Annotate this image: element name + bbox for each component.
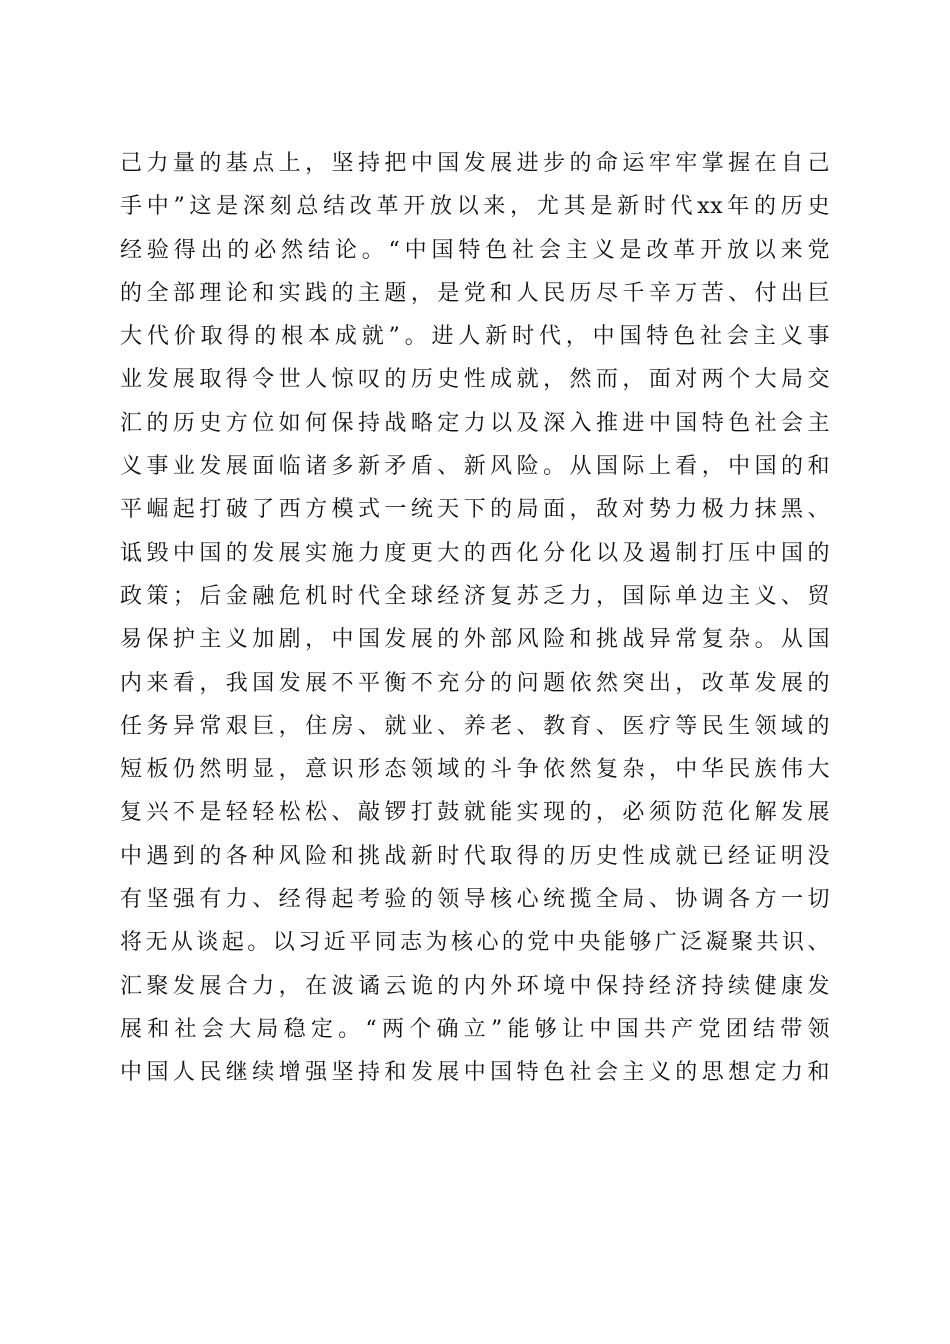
text-line: 大代价取得的根本成就”。进人新时代，中国特色社会主义事 (120, 324, 830, 350)
text-line: 任务异常艰巨，住房、就业、养老、教育、医疗等民生领域的 (120, 713, 830, 739)
text-line: 经验得出的必然结论。“中国特色社会主义是改革开放以来党 (120, 237, 830, 263)
text-line: 汇的历史方位如何保持战略定力以及深入推进中国特色社会主 (120, 410, 830, 436)
text-line: 展和社会大局稳定。“两个确立”能够让中国共产党团结带领 (120, 1016, 830, 1042)
text-line: 将无从谈起。以习近平同志为核心的党中央能够广泛凝聚共识、 (120, 930, 830, 956)
text-line: 手中”这是深刻总结改革开放以来，尤其是新时代xx年的历史 (120, 194, 830, 220)
text-line: 汇聚发展合力，在波谲云诡的内外环境中保持经济持续健康发 (120, 973, 830, 999)
text-line: 平崛起打破了西方模式一统天下的局面，敌对势力极力抹黑、 (120, 497, 830, 523)
text-line: 诋毁中国的发展实施力度更大的西化分化以及遏制打压中国的 (120, 540, 830, 566)
text-line: 内来看，我国发展不平衡不充分的问题依然突出，改革发展的 (120, 670, 830, 696)
text-line: 业发展取得令世人惊叹的历史性成就，然而，面对两个大局交 (120, 367, 830, 393)
text-line: 义事业发展面临诸多新矛盾、新风险。从国际上看，中国的和 (120, 454, 830, 480)
text-line: 易保护主义加剧，中国发展的外部风险和挑战异常复杂。从国 (120, 627, 830, 653)
text-line: 中国人民继续增强坚持和发展中国特色社会主义的思想定力和 (120, 1060, 830, 1086)
text-line: 政策；后金融危机时代全球经济复苏乏力，国际单边主义、贸 (120, 583, 830, 609)
text-line: 中遇到的各种风险和挑战新时代取得的历史性成就已经证明没 (120, 843, 830, 869)
text-line: 复兴不是轻轻松松、敲锣打鼓就能实现的，必须防范化解发展 (120, 800, 830, 826)
text-line: 的全部理论和实践的主题，是党和人民历尽千辛万苦、付出巨 (120, 280, 830, 306)
body-text (120, 142, 830, 1095)
text-line: 有坚强有力、经得起考验的领导核心统揽全局、协调各方一切 (120, 887, 830, 913)
text-line: 短板仍然明显，意识形态领域的斗争依然复杂，中华民族伟大 (120, 757, 830, 783)
text-line: 己力量的基点上，坚持把中国发展进步的命运牢牢掌握在自己 (120, 151, 830, 176)
